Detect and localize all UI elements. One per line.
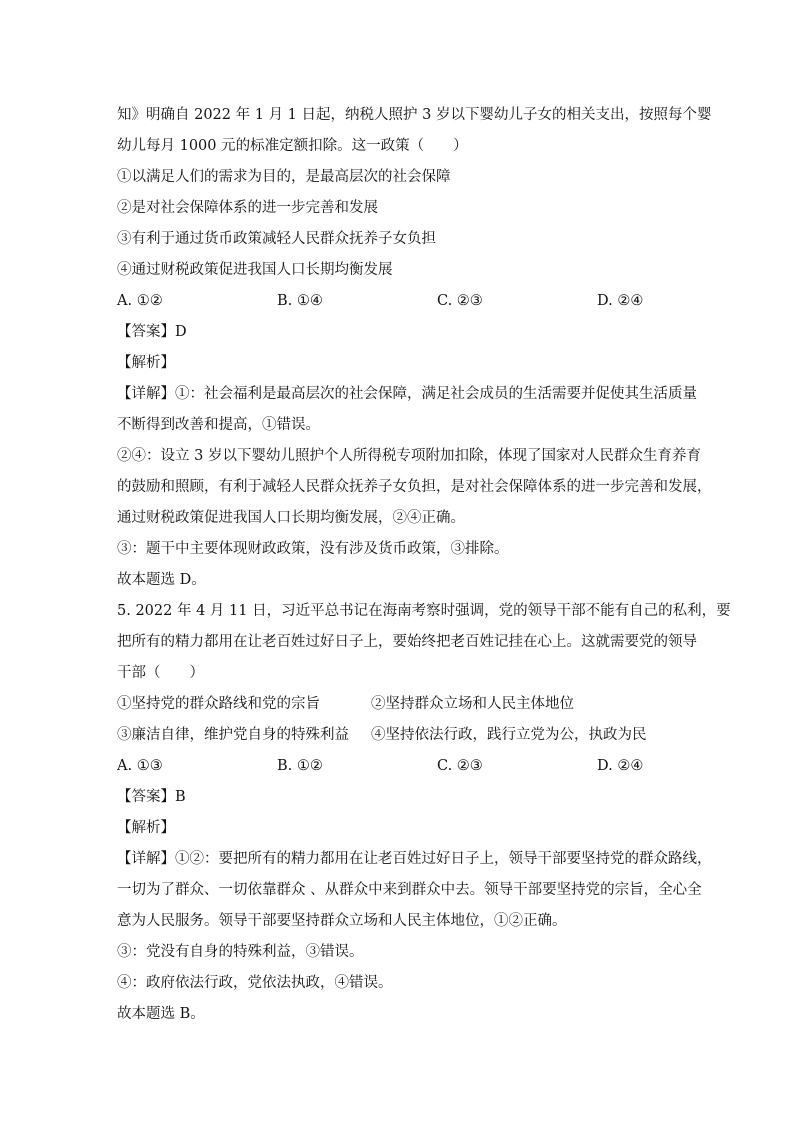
q4-stem-line-2: 幼儿每月 1000 元的标准定额扣除。这一政策（ ） (117, 138, 468, 154)
q4-answer-value: D (175, 324, 187, 340)
q5-stem-line-3: 干部（ ） (117, 665, 204, 681)
q4-option-c: C. ②③ (437, 293, 483, 309)
q5-options (117, 751, 677, 782)
q4-detail-text-1: ①：社会福利是最高层次的社会保障，满足社会成员的生活需要并促使其生活质量 (175, 386, 697, 402)
q5-detail-text-1: ①②：要把所有的精力都用在让老百姓过好日子上，领导干部要坚持党的群众路线， (175, 851, 712, 867)
q4-conclusion: 故本题选 D。 (117, 572, 206, 588)
q5-detail-line-4: ③：党没有自身的特殊利益，③错误。 (117, 944, 364, 960)
q5-detail-label: 【详解】 (117, 851, 175, 867)
q4-statement-2: ②是对社会保障体系的进一步完善和发展 (117, 200, 378, 216)
q4-detail-line-2: 不断得到改善和提高，①错误。 (117, 417, 320, 433)
q5-statements-row-2 (117, 720, 677, 751)
q5-analysis-label: 【解析】 (117, 820, 175, 836)
q4-option-d: D. ②④ (597, 293, 644, 309)
page-content (117, 100, 731, 1030)
q5-option-d: D. ②④ (597, 758, 644, 774)
q4-statement-3: ③有利于通过货币政策减轻人民群众抚养子女负担 (117, 231, 436, 247)
q5-statement-2: ②坚持群众立场和人民主体地位 (371, 696, 574, 712)
q5-statement-1: ①坚持党的群众路线和党的宗旨 (117, 696, 320, 712)
q4-option-b: B. ①④ (277, 293, 323, 309)
q4-detail-line-4: 的鼓励和照顾，有利于减轻人民群众抚养子女负担，是对社会保障体系的进一步完善和发展， (117, 479, 712, 495)
q4-stem-line-1: 知》明确自 2022 年 1 月 1 日起，纳税人照护 3 岁以下婴幼儿子女的相关支出，按照每个婴 (117, 107, 712, 123)
q4-detail-label: 【详解】 (117, 386, 175, 402)
q5-conclusion: 故本题选 B。 (117, 1006, 205, 1022)
q4-options (117, 286, 677, 317)
q4-detail-line-1 (117, 379, 697, 410)
q4-answer-label: 【答案】 (117, 324, 175, 340)
q5-statement-4: ④坚持依法行政，践行立党为公，执政为民 (371, 727, 647, 743)
q4-detail-line-3: ②④：设立 3 岁以下婴幼儿照护个人所得税专项附加扣除，体现了国家对人民群众生育养育 (117, 448, 701, 464)
q4-detail-line-6: ③：题干中主要体现财政政策，没有涉及货币政策，③排除。 (117, 541, 509, 557)
q5-option-a: A. ①③ (117, 758, 163, 774)
q5-detail-line-3: 意为人民服务。领导干部要坚持群众立场和人民主体地位，①②正确。 (117, 913, 567, 929)
q4-answer (117, 317, 677, 348)
q4-analysis-label: 【解析】 (117, 355, 175, 371)
q4-option-a: A. ①② (117, 293, 163, 309)
q5-option-b: B. ①② (277, 758, 323, 774)
q4-statement-1: ①以满足人们的需求为目的，是最高层次的社会保障 (117, 169, 451, 185)
q5-stem-line-1: 5. 2022 年 4 月 11 日，习近平总书记在海南考察时强调，党的领导干部不能有自己的私利，要 (117, 603, 731, 619)
q4-detail-line-5: 通过财税政策促进我国人口长期均衡发展，②④正确。 (117, 510, 465, 526)
q5-answer-label: 【答案】 (117, 789, 175, 805)
q5-detail-line-5: ④：政府依法行政，党依法执政，④错误。 (117, 975, 393, 991)
q5-stem-line-2: 把所有的精力都用在让老百姓过好日子上，要始终把老百姓记挂在心上。这就需要党的领导 (117, 634, 697, 650)
q5-answer-value: B (175, 789, 186, 805)
q4-statement-4: ④通过财税政策促进我国人口长期均衡发展 (117, 262, 393, 278)
q5-answer (117, 782, 677, 813)
q5-detail-line-1 (117, 844, 712, 875)
q5-detail-line-2: 一切为了群众、一切依靠群众 、从群众中来到群众中去。领导干部要坚持党的宗旨，全心全 (117, 882, 702, 898)
q5-option-c: C. ②③ (437, 758, 483, 774)
q5-statements-row-1 (117, 689, 677, 720)
q5-statement-3: ③廉洁自律，维护党自身的特殊利益 (117, 727, 349, 743)
